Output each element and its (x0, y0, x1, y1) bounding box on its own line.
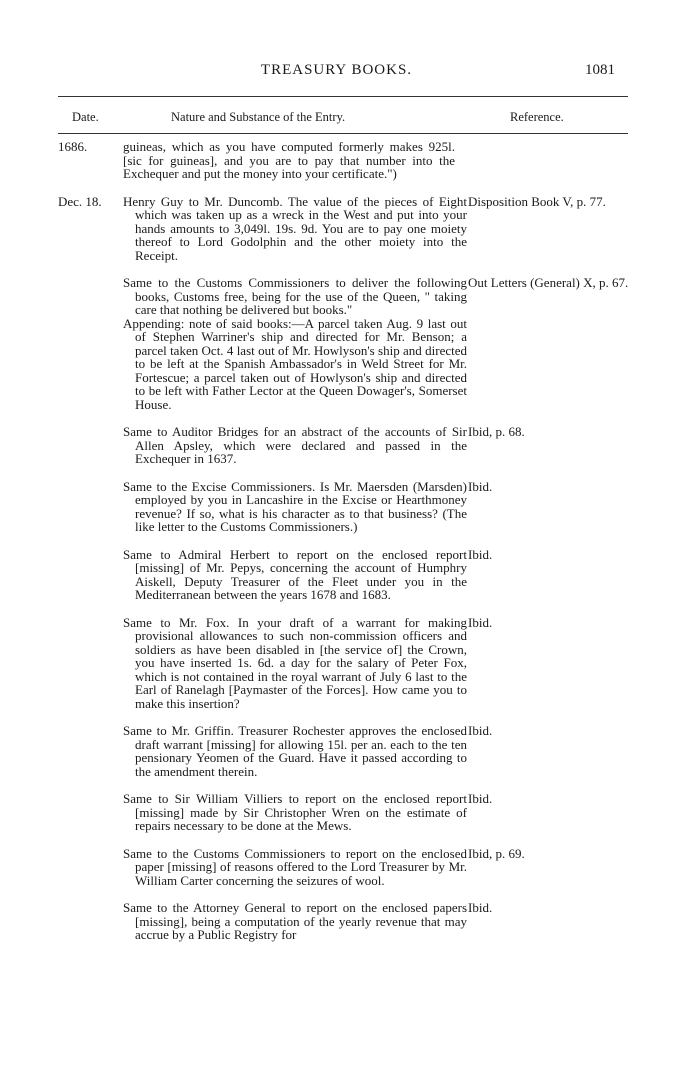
entry-reference: Out Letters (General) X, p. 67. (468, 275, 629, 290)
entry-row (58, 847, 633, 888)
entry-row (58, 195, 633, 263)
entry-reference: Ibid, p. 69. (468, 845, 525, 861)
entry-row (58, 792, 633, 833)
entry-row (58, 276, 633, 411)
entry-reference: Ibid. (468, 900, 493, 915)
entries-table (58, 140, 633, 956)
page-number: 1081 (585, 62, 615, 78)
entry-reference: Ibid. (468, 478, 493, 494)
entry-text: Same to the Customs Commissioners to deliver the following books, Customs free, being for the use of the Queen, " taking care that nothing be delivered but books." (123, 275, 467, 317)
column-header-date: Date. (72, 110, 99, 124)
entry-reference: Ibid. (468, 791, 493, 806)
entry-text: guineas, which as you have computed formerly makes 925l. [sic for guineas], and you are to pay that number into the Exchequer and put the money into your certificate.") (123, 139, 455, 181)
entry-reference: Ibid, p. 68. (468, 424, 525, 439)
entry-text: Same to Mr. Fox. In your draft of a warrant for making provisional allowances to such non-commission officers and soldiers as have been disabled in [the service of] the Crown, you have inserted 1s. 6d. a day for the salary of Peter Fox, which is not contained in the royal warrant of July 6 last to the Earl of Ranelagh [Paymaster of the Forces]. How came you to make this insertion? (123, 614, 467, 711)
column-header-reference: Reference. (510, 110, 564, 124)
entry-text: Same to the Customs Commissioners to report on the enclosed paper [missing] of reasons offered to the Lord Treasurer by Mr. William Carter concerning the seizures of wool. (123, 845, 467, 888)
entry-date: 1686. (58, 139, 88, 154)
entry-text: Henry Guy to Mr. Duncomb. The value of the pieces of Eight which was taken up as a wreck in the West and put into your hands amounts to 3,049l. 19s. 9d. You are to pay one moiety thereof to Lord Godolphin and the other moiety into the Receipt. (123, 193, 467, 263)
entry-appending: Appending: note of said books:—A parcel taken Aug. 9 last out of Stephen Warriner's ship and directed for Mr. Benson; a parcel taken Oct. 4 last out of Mr. Howlyson's ship and directed to be left at the Spanish Ambassador's in Weld Street for Mr. Fortescue; a parcel taken out of Howlyson's ship and directed to be left with Father Lector at the Queen Dowager's, Somerset House. (123, 315, 467, 412)
entry-row (58, 480, 633, 534)
entry-reference: Ibid. (468, 546, 493, 562)
running-title: TREASURY BOOKS. (260, 62, 413, 78)
header-rule-bottom (58, 133, 628, 134)
entry-date: Dec. 18. (58, 193, 102, 209)
header-rule-top (58, 96, 628, 97)
entry-row (58, 616, 633, 711)
entry-row (58, 548, 633, 602)
entry-text: Same to Auditor Bridges for an abstract of the accounts of Sir Allen Apsley, which were declared and passed in the Exchequer in 1637. (123, 424, 467, 466)
column-header-nature: Nature and Substance of the Entry. (171, 110, 346, 124)
entry-reference: Disposition Book V, p. 77. (468, 193, 606, 209)
entry-row (58, 901, 633, 942)
entry-row (58, 425, 633, 466)
entry-reference: Ibid. (468, 614, 493, 630)
entry-text: Same to Admiral Herbert to report on the enclosed report [missing] of Mr. Pepys, concerning the account of Humphry Aiskell, Deputy Treasurer of the Fleet under you in the Mediterranean between the years 1678 and 1683. (123, 546, 467, 602)
entry-row (58, 140, 633, 181)
entry-reference: Ibid. (468, 723, 493, 738)
entry-text: Same to the Attorney General to report on the enclosed papers [missing], being a computation of the yearly revenue that may accrue by a Public Registry for (123, 900, 467, 942)
entry-text: Same to Mr. Griffin. Treasurer Rochester approves the enclosed draft warrant [missing] for allowing 15l. per an. each to the ten pensionary Yeomen of the Guard. Have it passed according to the amendment therein. (123, 723, 467, 779)
entry-text: Same to Sir William Villiers to report on the enclosed report [missing] made by Sir Christopher Wren on the estimate of repairs necessary to be done at the Mews. (123, 791, 467, 833)
entry-row (58, 724, 633, 778)
entry-text: Same to the Excise Commissioners. Is Mr. Maersden (Marsden) employed by you in Lancashire in the Excise or Hearthmoney revenue? If so, what is his character as to that business? (The like letter to the Customs Commissioners.) (123, 478, 467, 534)
